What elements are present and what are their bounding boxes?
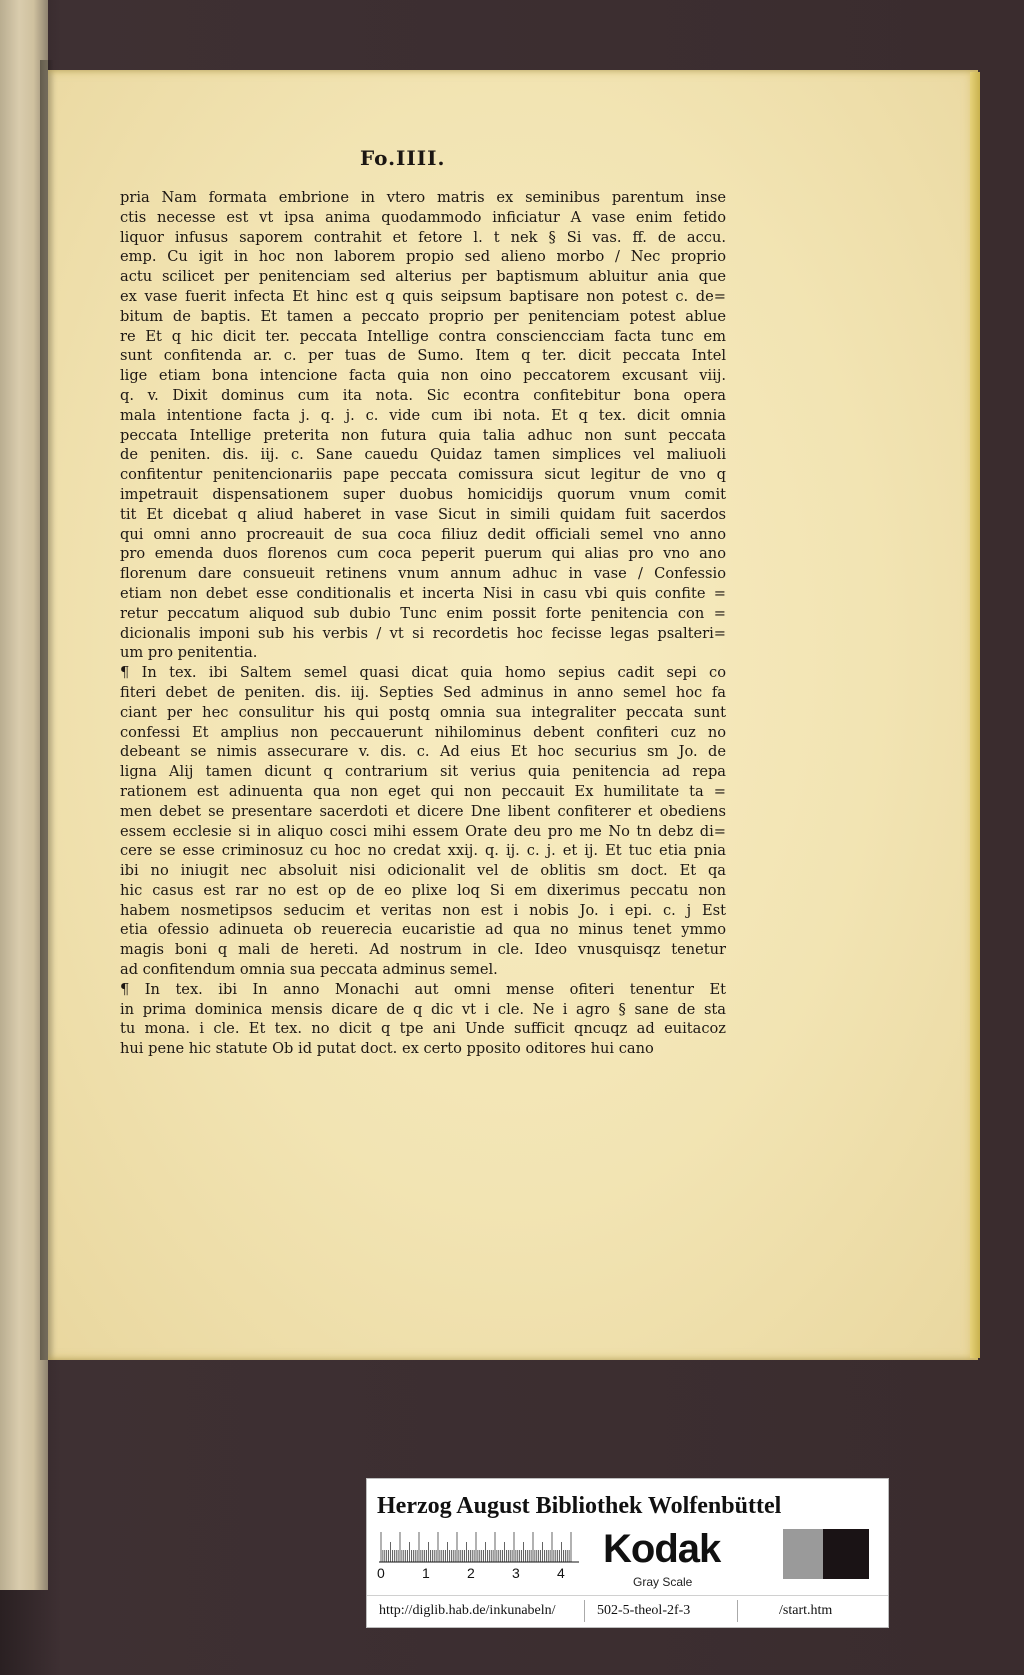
- ruler-number: 2: [467, 1565, 475, 1581]
- text-line: rationem est adinuenta qua non eget qui non peccauit Ex humilitate ta =: [120, 782, 726, 800]
- text-line: q. v. Dixit dominus cum ita nota. Sic econtra confitebitur bona opera: [120, 386, 726, 404]
- text-line: pro emenda duos florenos cum coca peperit puerum qui alias pro vno ano: [120, 545, 726, 563]
- text-line: mala intentione facta j. q. j. c. vide cum ibi nota. Et q tex. dicit omnia: [120, 406, 726, 424]
- text-line: liquor infusus saporem contrahit et fetore l. t nek § Si vas. ff. de accu.: [120, 228, 726, 246]
- text-line: hic casus est rar no est op de eo plixe loq Si em dixerimus peccatu non: [120, 881, 726, 899]
- text-line: impetrauit dispensationem super duobus homicidijs quorum vnum comit: [120, 485, 726, 503]
- scale-ruler: [379, 1531, 579, 1563]
- text-line: habem nosmetipsos seducim et veritas non est i nobis Jo. i epi. c. j Est: [120, 901, 726, 919]
- text-line: in prima dominica mensis dicare de q dic vt i cle. Ne i agro § sane de sta: [120, 1000, 726, 1018]
- gray-scale-label: Gray Scale: [633, 1575, 693, 1589]
- text-line: sunt confitenda ar. c. per tuas de Sumo. Item q ter. dicit peccata Intel: [120, 347, 726, 365]
- text-line: ligna Alij tamen dicunt q contrarium sit verius quia penitencia ad repa: [120, 763, 726, 781]
- text-line: re Et q hic dicit ter. peccata Intellige contra consciencciam facta tunc em: [120, 327, 726, 345]
- text-line: confitentur penitencionariis pape peccata comissura sicut legitur de vno q: [120, 466, 726, 484]
- color-target-card: [366, 1478, 889, 1628]
- gray-swatch: [783, 1529, 823, 1579]
- ruler-number: 3: [512, 1565, 520, 1581]
- url-row: [367, 1595, 888, 1624]
- text-line: de peniten. dis. iij. c. Sane cauedu Quidaz tamen simplices vel maliuoli: [120, 446, 726, 464]
- text-line: um pro penitentia.: [120, 644, 258, 662]
- text-line: etiam non debet esse conditionalis et incerta Nisi in casu vbi quis confite =: [120, 584, 726, 602]
- text-line: peccata Intellige preterita non futura quia talia adhuc non sunt peccata: [120, 426, 726, 444]
- text-line: ad confitendum omnia sua peccata adminus semel.: [120, 961, 498, 979]
- text-line: pria Nam formata embrione in vtero matris ex seminibus parentum inse: [120, 189, 726, 206]
- folio-number: Fo.IIII.: [360, 146, 446, 170]
- library-name: Herzog August Bibliothek Wolfenbüttel: [377, 1493, 782, 1519]
- text-line: tu mona. i cle. Et tex. no dicit q tpe ani Unde sufficit qncuqz ad euitacoz: [120, 1020, 726, 1038]
- text-line: cere se esse criminosuz cu hoc no credat xxij. q. ij. c. j. et ij. Et tuc etia pnia: [120, 842, 726, 860]
- text-line: dicionalis imponi sub his verbis / vt si recordetis hoc fecisse legas psalteri=: [120, 624, 726, 642]
- start-page: /start.htm: [779, 1603, 833, 1618]
- library-url: http://diglib.hab.de/inkunabeln/: [379, 1600, 585, 1622]
- kodak-logo: Kodak: [603, 1527, 721, 1571]
- text-line: men debet se presentare sacerdoti et dicere Dne libent confiterer et obediens: [120, 802, 726, 820]
- text-line: emp. Cu igit in hoc non laborem propio sed alieno morbo / Nec proprio: [120, 248, 726, 266]
- text-line: qui omni anno procreauit de sua coca filiuz dedit officiali semel vno anno: [120, 525, 726, 543]
- text-line: florenum dare consueuit retinens vnum annum adhuc in vase / Confessio: [120, 565, 726, 583]
- text-line: actu scilicet per penitenciam sed alterius per baptismum abluitur ania que: [120, 268, 726, 286]
- text-line: ex vase fuerit infecta Et hinc est q quis seipsum baptisare non potest c. de=: [120, 287, 726, 305]
- text-line: etia ofessio adinueta ob reuerecia eucaristie ad qua no minus tenet ymmo: [120, 921, 726, 939]
- shelfmark: 502-5-theol-2f-3: [597, 1600, 738, 1622]
- text-line: ctis necesse est vt ipsa anima quodammodo inficiatur A vase enim fetido: [120, 208, 726, 226]
- text-line: hui pene hic statute Ob id putat doct. ex certo pposito oditores hui cano: [120, 1040, 654, 1058]
- text-line: confessi Et amplius non peccauerunt nihilominus debent confiteri cuz no: [120, 723, 726, 741]
- text-line: magis boni q mali de hereti. Ad nostrum in cle. Ideo vnusquisqz tenetur: [120, 941, 726, 959]
- text-line: ¶ In tex. ibi Saltem semel quasi dicat quia homo sepius cadit sepi co: [120, 664, 726, 682]
- page-text-block: [120, 188, 726, 1059]
- text-line: retur peccatum aliquod sub dubio Tunc enim possit forte penitencia con =: [120, 604, 726, 622]
- ruler-number: 4: [557, 1565, 565, 1581]
- text-line: lige etiam bona intencione facta quia non oino peccatorem excusant viij.: [120, 367, 726, 385]
- text-line: ¶ In tex. ibi In anno Monachi aut omni mense ofiteri tenentur Et: [120, 980, 726, 998]
- text-line: ciant per hec consulitur his qui postq omnia sua integraliter peccata sunt: [120, 703, 726, 721]
- ruler-numbers: [377, 1565, 577, 1585]
- text-line: fiteri debet de peniten. dis. iij. Septies Sed adminus in anno semel hoc fa: [120, 683, 726, 701]
- text-line: bitum de baptis. Et tamen a peccato proprio per penitenciam potest ablue: [120, 307, 726, 325]
- ruler-number: 0: [377, 1565, 385, 1581]
- text-line: debeant se nimis assecurare v. dis. c. Ad eius Et hoc securius sm Jo. de: [120, 743, 726, 761]
- page-gilt-edge: [970, 72, 980, 1358]
- text-line: ibi no iniugit nec absoluit nisi odicionalit vel de oblitis sm doct. Et qa: [120, 862, 726, 880]
- ruler-number: 1: [422, 1565, 430, 1581]
- text-line: tit Et dicebat q aliud haberet in vase Sicut in simili quidam fuit sacerdos: [120, 505, 726, 523]
- text-line: essem ecclesie si in aliquo cosci mihi essem Orate deu pro me No tn debz di=: [120, 822, 726, 840]
- black-swatch: [823, 1529, 869, 1579]
